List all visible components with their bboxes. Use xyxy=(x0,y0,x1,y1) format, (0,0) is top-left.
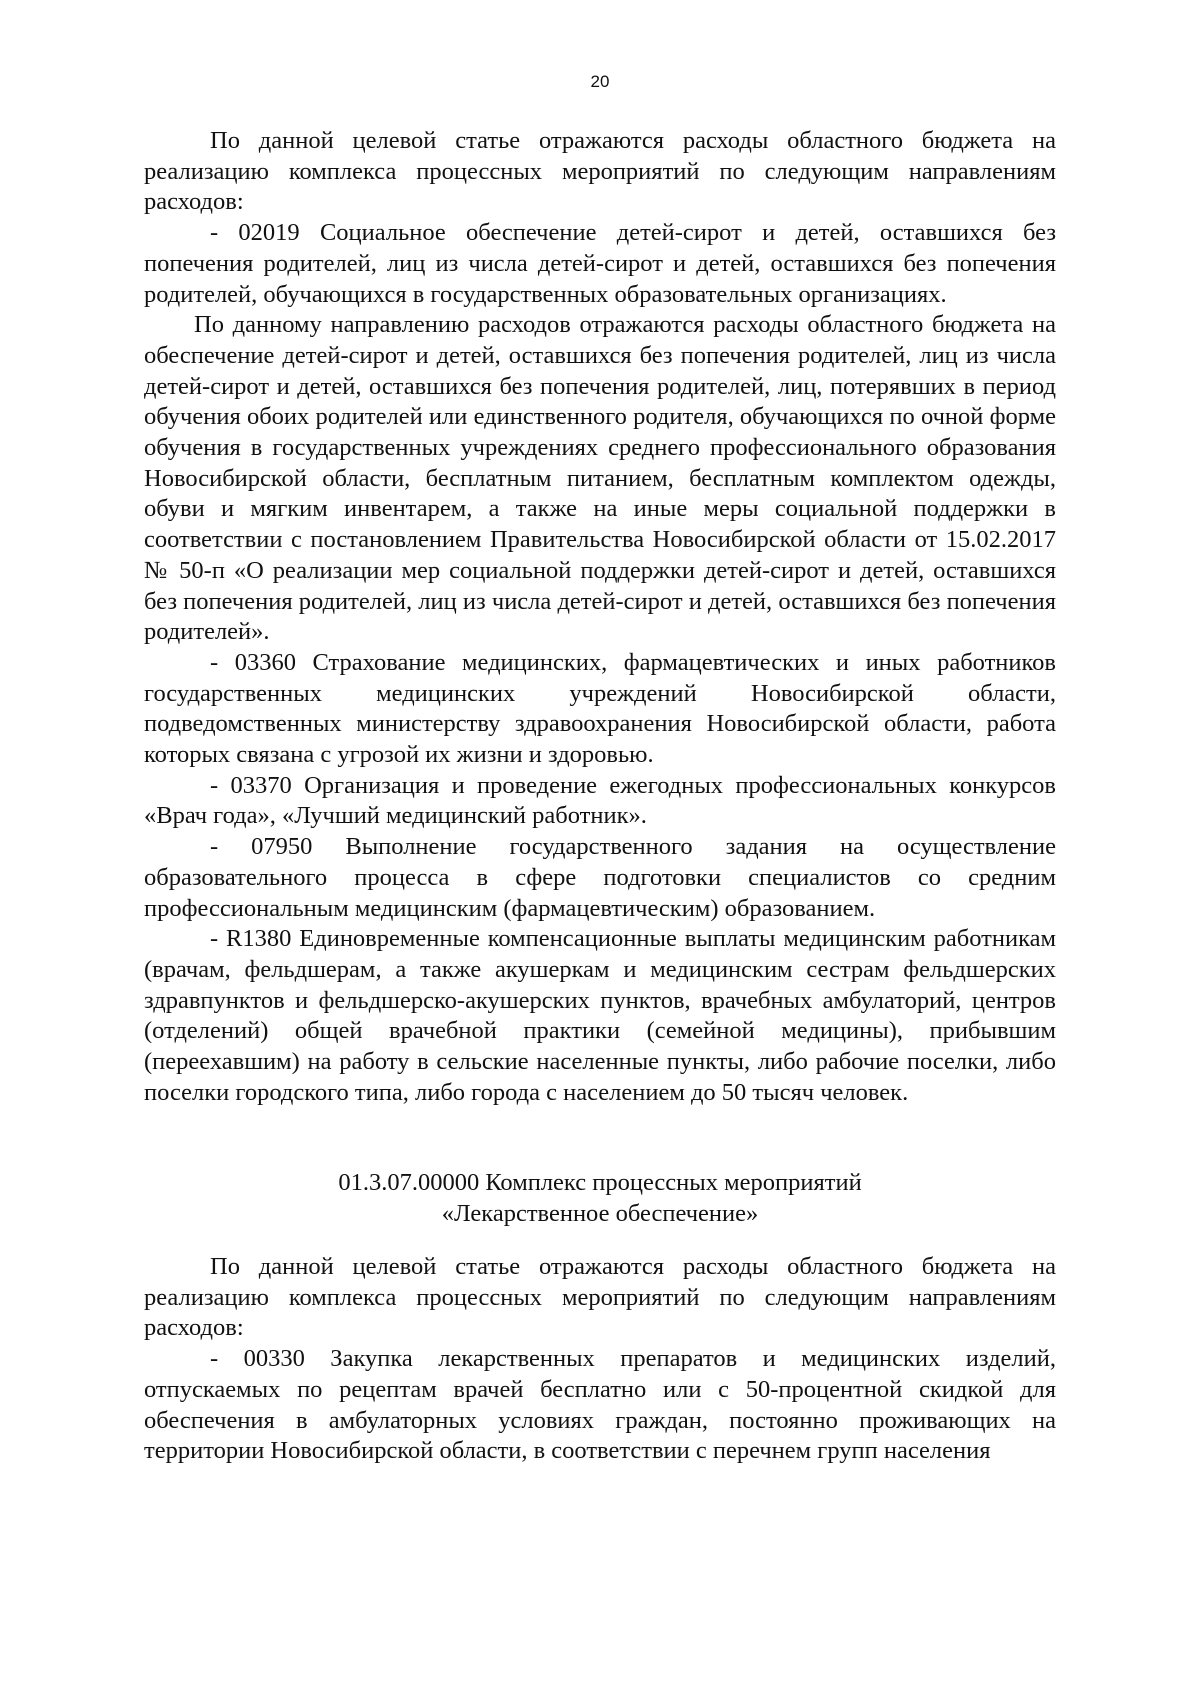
paragraph-item-07950: - 07950 Выполнение государственного задания на осуществление образовательного процесса в сфере подготовки специалистов со средним профессиональным медицинским (фармацевтическим) образованием. xyxy=(144,833,1056,922)
paragraph-item-02019-description: По данному направлению расходов отражаются расходы областного бюджета на обеспечение детей-сирот и детей, оставшихся без попечения родителей, лиц из числа детей-сирот и детей, оставшихся без попечения родителей, лиц, потерявших в период обучения обоих родителей или единственного родителя, обучающихся по очной форме обучения в государственных учреждениях среднего профессионального образования Новосибирской области, бесплатным питанием, бесплатным комплектом одежды, обуви и мягким инвентарем, а также на иные меры социальной поддержки в соответствии с постановлением Правительства Новосибирской области от 15.02.2017 № 50-п «О реализации мер социальной поддержки детей-сирот и детей, оставшихся без попечения родителей, лиц из числа детей-сирот и детей, оставшихся без попечения родителей». xyxy=(144,311,1056,646)
section-body-2 xyxy=(144,1252,1056,1467)
section-heading-line-1: 01.3.07.00000 Комплекс процессных мероприятий xyxy=(338,1169,862,1196)
paragraph-item-03370: - 03370 Организация и проведение ежегодных профессиональных конкурсов «Врач года», «Лучший медицинский работник». xyxy=(144,771,1056,830)
paragraph-item-00330: - 00330 Закупка лекарственных препаратов и медицинских изделий, отпускаемых по рецептам врачей бесплатно или с 50-процентной скидкой для обеспечения в амбулаторных условиях граждан, постоянно проживающих на территории Новосибирской области, в соответствии с перечнем групп населения xyxy=(144,1345,1056,1465)
paragraph-item-03360: - 03360 Страхование медицинских, фармацевтических и иных работников государственных медицинских учреждений Новосибирской области, подведомственных министерству здравоохранения Новосибирской области, работа которых связана с угрозой их жизни и здоровью. xyxy=(144,648,1056,769)
paragraph-item-02019: - 02019 Социальное обеспечение детей-сирот и детей, оставшихся без попечения родителей, лиц из числа детей-сирот и детей, оставшихся без попечения родителей, обучающихся в государственных образовательных организациях. xyxy=(144,219,1056,308)
section-heading xyxy=(144,1168,1056,1229)
page-number: 20 xyxy=(590,72,610,91)
section-heading-line-2: «Лекарственное обеспечение» xyxy=(441,1199,759,1227)
paragraph-intro-1: По данной целевой статье отражаются расходы областного бюджета на реализацию комплекса процессных мероприятий по следующим направлениям расходов: xyxy=(144,127,1056,216)
paragraph-item-R1380: - R1380 Единовременные компенсационные выплаты медицинским работникам (врачам, фельдшерам, а также акушеркам и медицинским сестрам фельдшерских здравпунктов и фельдшерско-акушерских пунктов, врачебных амбулаторий, центров (отделений) общей врачебной практики (семейной медицины), прибывшим (переехавшим) на работу в сельские населенные пункты, либо рабочие поселки, либо поселки городского типа, либо города с населением до 50 тысяч человек. xyxy=(144,925,1056,1106)
section-body-1 xyxy=(144,126,1056,1109)
paragraph-intro-2: По данной целевой статье отражаются расходы областного бюджета на реализацию комплекса процессных мероприятий по следующим направлениям расходов: xyxy=(144,1253,1056,1342)
